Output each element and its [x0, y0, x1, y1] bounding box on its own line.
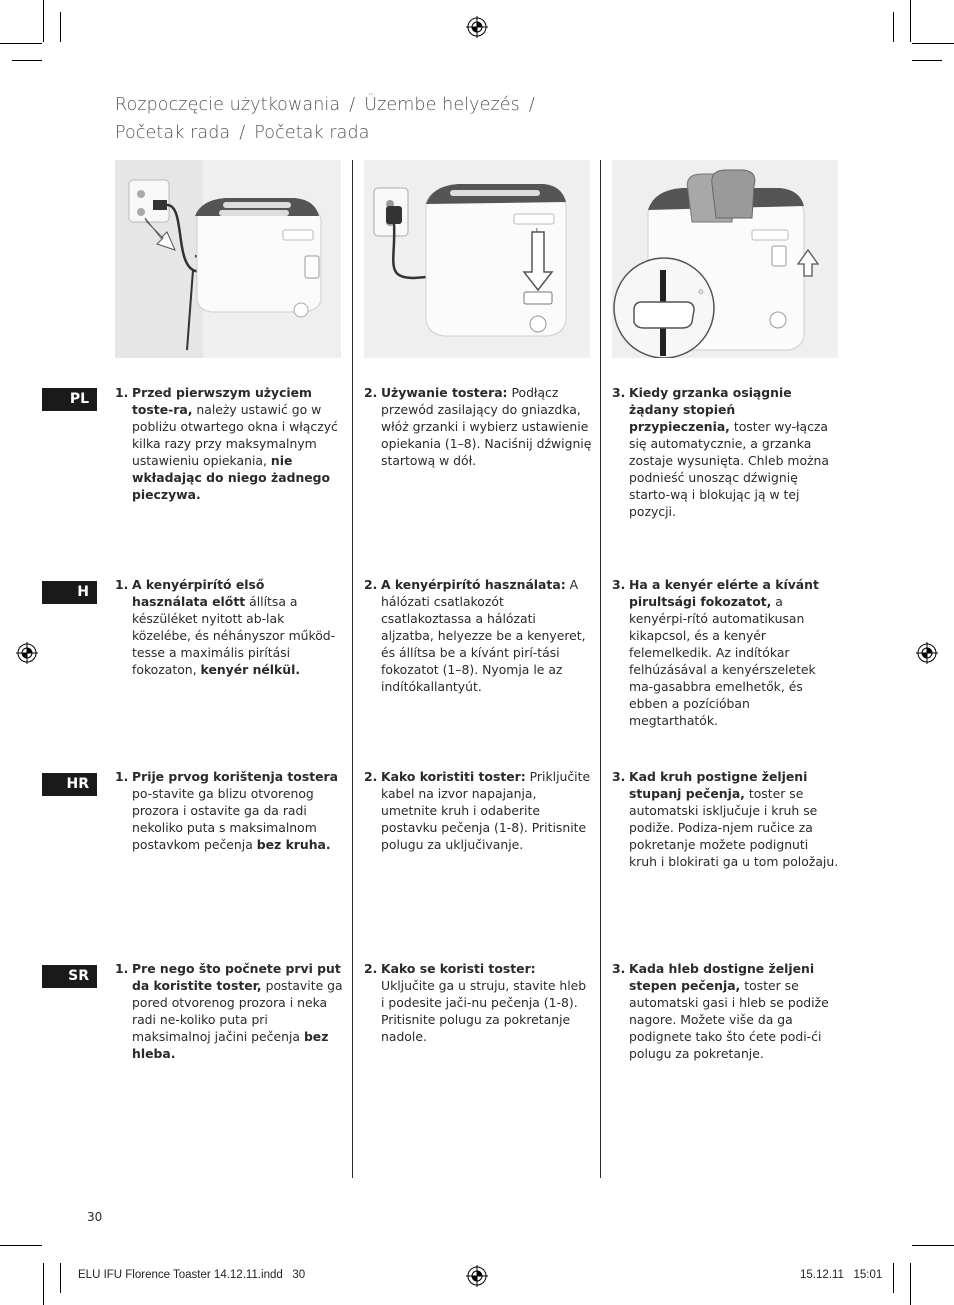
step-bold: Kada hleb dostigne željeni stepen pečenja,	[629, 961, 815, 993]
step-number: 2.	[364, 385, 378, 400]
column-divider	[600, 160, 601, 1178]
step-bold: Pre nego što počnete prvi put da koristite toster,	[132, 961, 341, 993]
step-hr-3	[612, 768, 840, 870]
lang-label-sr: SR	[42, 965, 97, 988]
svg-text:⊙: ⊙	[698, 288, 704, 296]
step-bold: Prije prvog korištenja tostera	[132, 769, 338, 784]
step-text: állítsa a készüléket nyitott ab-lak közelébe, és néhányszor működ-tesse a maximális pirítási fokozaton,	[132, 594, 336, 677]
step-text: Priključite kabel na izvor napajanja, umetnite kruh i odaberite postavku pečenja (1-8). Pritisnite polugu za uključivanje.	[381, 769, 591, 852]
registration-mark-icon	[466, 16, 488, 38]
title-part: Rozpoczęcie użytkowania	[115, 95, 341, 115]
page-title-line1	[115, 95, 544, 115]
step-number: 2.	[364, 577, 378, 592]
crop-mark	[910, 0, 911, 42]
step-sr-2	[364, 960, 592, 1045]
step-text: toster se automatski gasi i hleb se podiže nagore. Možete više da ga podignete tako što ćete podi-ći polugu za pokretanje.	[629, 978, 829, 1061]
title-separator: /	[239, 123, 246, 143]
registration-mark-icon	[16, 642, 38, 664]
crop-mark	[43, 0, 44, 42]
crop-mark	[0, 43, 42, 44]
step-number: 1.	[115, 769, 129, 784]
toast-popped-illustration	[612, 160, 838, 358]
step-bold: Przed pierwszym użyciem toste-ra,	[132, 385, 312, 417]
step-text: toster se automatski isključuje i kruh se podiže. Podiza-njem ručice za pokretanje možete podignuti kruh i blokirati ga u tom položaju.	[629, 786, 839, 869]
step-pl-3	[612, 384, 840, 520]
registration-mark-icon	[916, 642, 938, 664]
lang-label-pl: PL	[42, 388, 97, 411]
step-number: 3.	[612, 961, 626, 976]
step-bold2: kenyér nélkül.	[200, 662, 301, 677]
step-h-1	[115, 576, 343, 678]
crop-mark	[0, 1245, 42, 1246]
step-number: 1.	[115, 961, 129, 976]
step-bold: Kiedy grzanka osiągnie żądany stopień przypieczenia,	[629, 385, 792, 434]
step-text: po-stavite ga blizu otvorenog prozora i ostavite ga da radi nekoliko puta s maksimalnom postavkom pečenja	[132, 786, 317, 852]
step-h-3	[612, 576, 840, 729]
step-number: 1.	[115, 577, 129, 592]
crop-mark	[43, 1263, 44, 1305]
title-part: Početak rada	[254, 123, 370, 143]
step-sr-3	[612, 960, 840, 1062]
step-hr-2	[364, 768, 592, 853]
footer-date: 15.12.11 15:01	[800, 1269, 883, 1281]
title-part: Početak rada	[115, 123, 231, 143]
title-separator: /	[349, 95, 356, 115]
step-number: 3.	[612, 385, 626, 400]
step-bold2: bez hleba.	[132, 1029, 329, 1061]
lower-lever-illustration	[364, 160, 590, 358]
step-text: toster wy-łącza się automatycznie, a grzanka zostaje wysunięta. Chleb można podnieść unosząc dźwignię starto-wą i blokując ją w tej pozycji.	[629, 419, 829, 519]
step-sr-1	[115, 960, 343, 1062]
lang-label-hr: HR	[42, 773, 97, 796]
step-bold: Ha a kenyér elérte a kívánt pirultsági fokozatot,	[629, 577, 819, 609]
crop-mark	[912, 1245, 954, 1246]
step-bold: A kenyérpirító első használata előtt	[132, 577, 265, 609]
step-text: A hálózati csatlakozót csatlakoztassa a hálózati aljzatba, helyezze be a kenyeret, és állítsa be a kívánt pirí-tási fokozatot (1–8). Nyomja le az indítókallantyút.	[381, 577, 586, 694]
step-text: Uključite ga u struju, stavite hleb i podesite jači-nu pečenja (1-8). Pritisnite polugu za pokretanje nadole.	[381, 978, 587, 1044]
footer-file: ELU IFU Florence Toaster 14.12.11.indd 30	[78, 1269, 306, 1281]
step-text: Podłącz przewód zasilający do gniazdka, włóż grzanki i wybierz ustawienie opiekania (1–8). Naciśnij dźwignię startową w dół.	[381, 385, 592, 468]
crop-mark	[910, 1263, 911, 1305]
step-pl-1	[115, 384, 343, 503]
crop-mark	[12, 60, 42, 61]
step-h-2	[364, 576, 592, 695]
step-bold: Kako koristiti toster:	[381, 769, 526, 784]
crop-mark	[893, 1263, 894, 1293]
step-bold: Używanie tostera:	[381, 385, 508, 400]
step-text: a kenyérpi-rító automatikusan kikapcsol, és a kenyér felemelkedik. Az indítókar felhúzásával a kenyérszeletek ma-gasabbra emelhetők, és ebben a pozícióban megtarthatók.	[629, 594, 816, 728]
step-bold: A kenyérpirító használata:	[381, 577, 566, 592]
step-text: należy ustawić go w pobliżu otwartego okna i włączyć kilka razy przy maksymalnym ustawieniu opiekania,	[132, 402, 338, 468]
page-number: 30	[87, 1210, 103, 1224]
step-number: 2.	[364, 769, 378, 784]
step-hr-1	[115, 768, 343, 853]
step-number: 1.	[115, 385, 129, 400]
step-bold: Kad kruh postigne željeni stupanj pečenja,	[629, 769, 808, 801]
column-divider	[352, 160, 353, 1178]
crop-mark	[912, 43, 954, 44]
title-part: Üzembe helyezés	[364, 95, 520, 115]
crop-mark	[60, 12, 61, 42]
registration-mark-icon	[466, 1265, 488, 1287]
crop-mark	[893, 12, 894, 42]
crop-mark	[912, 60, 942, 61]
step-bold2: nie wkładając do niego żadnego pieczywa.	[132, 453, 331, 502]
step-number: 3.	[612, 769, 626, 784]
step-number: 3.	[612, 577, 626, 592]
step-number: 2.	[364, 961, 378, 976]
step-pl-2	[364, 384, 592, 469]
lang-label-h: H	[42, 581, 97, 604]
plug-in-toaster-illustration	[115, 160, 341, 358]
step-text: postavite ga pored otvorenog prozora i neka radi ne-koliko puta pri maksimalnoj jačini pečenja	[132, 978, 343, 1044]
page-title-line2	[115, 123, 370, 143]
title-separator: /	[528, 95, 535, 115]
step-bold2: bez kruha.	[256, 837, 331, 852]
crop-mark	[60, 1263, 61, 1293]
step-bold: Kako se koristi toster:	[381, 961, 536, 976]
